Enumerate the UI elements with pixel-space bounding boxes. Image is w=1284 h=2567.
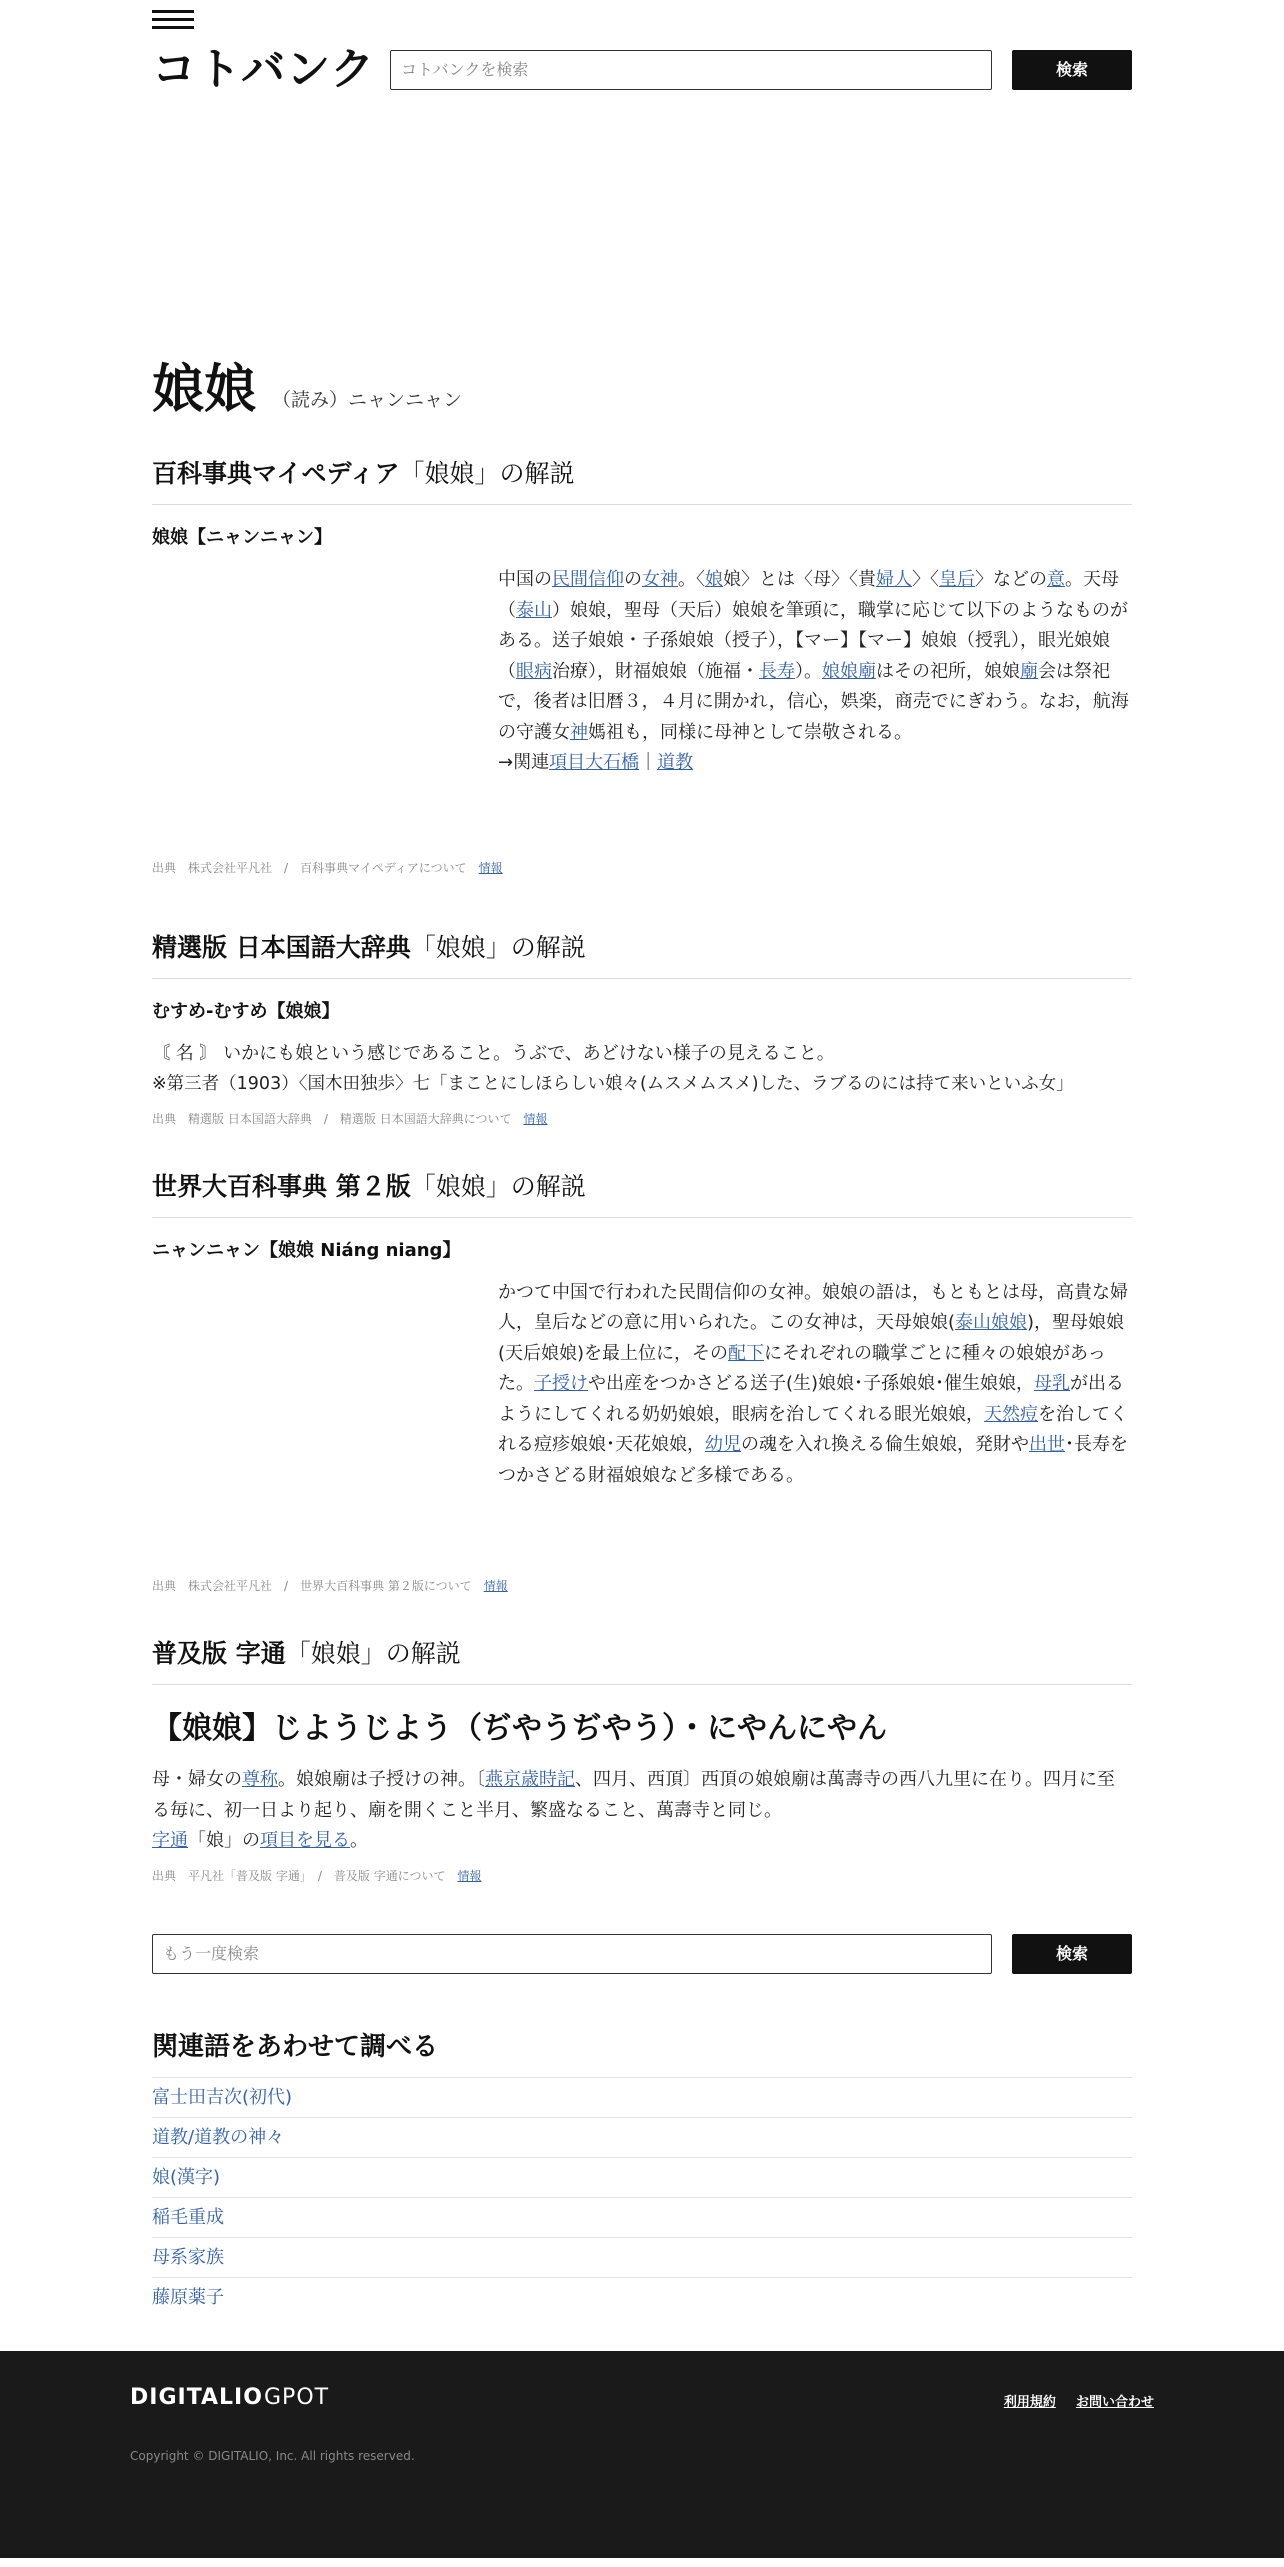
list-item (152, 2197, 1132, 2237)
section-sekai (152, 1167, 1132, 1595)
search-input[interactable]: コトバンクを検索 (390, 50, 992, 90)
source-info-link[interactable]: 情報 (457, 1868, 482, 1883)
site-logo[interactable]: コトバンク (152, 44, 376, 95)
related-link[interactable]: 娘(漢字) (152, 2166, 221, 2188)
entry-heading: 【娘娘】じようじよう（ぢやうぢやう）・にやんにやん (152, 1711, 887, 1746)
section-mypedia (152, 454, 1132, 876)
list-item (152, 2077, 1132, 2117)
source-line: 出典 平凡社「普及版 字通」 / 普及版 字通について 情報 (152, 1868, 482, 1883)
related-list (152, 2077, 1132, 2317)
bottom-search (152, 1934, 1132, 1974)
entry-heading: むすめ‐むすめ【娘娘】 (152, 1000, 340, 1022)
footer-links (988, 2391, 1154, 2410)
digitalio-logo[interactable]: DIGITALIO (130, 2384, 263, 2410)
contact-link[interactable]: お問い合わせ (1075, 2394, 1154, 2410)
section-heading: 普及版 字通「娘娘」の解説 (152, 1634, 1132, 1685)
related-link[interactable]: 富士田吉次(初代) (152, 2086, 293, 2108)
entry-body-line: 〘 名 〙 いかにも娘という感じであること。うぶで、あどけない様子の見えること。 (152, 1042, 835, 1064)
search-button[interactable]: 検索 (1012, 50, 1132, 90)
list-item (152, 2157, 1132, 2197)
entry-body: 中国の民間信仰の女神。〈娘娘〉とは〈母〉〈貴婦人〉〈皇后〉などの意。天母（泰山）娘娘，聖母（天后）娘娘を筆頭に，職掌に応じて以下のようなものがある。送子娘娘・子孫娘娘（授子），【マー】【マー】娘娘（授乳），眼光娘娘（眼病治療），財福娘娘（施福・長寿）。娘娘廟はその祀所，娘娘廟会は祭祀で，後者は旧暦３，４月に開かれ，信心，娯楽，商売でにぎわう。なお，航海の守護女神媽祖も，同様に母神として崇敬される。 →関連項目大石橋｜道教 (498, 569, 1129, 773)
site-footer (0, 2351, 1284, 2558)
menu-icon[interactable] (152, 10, 194, 30)
page-reading: （読み）ニャンニャン (272, 389, 463, 411)
section-jitsu (152, 1634, 1132, 1884)
entry-heading: ニャンニャン【娘娘 Niáng niang】 (152, 1239, 461, 1261)
source-info-link[interactable]: 情報 (523, 1111, 548, 1126)
search-button[interactable]: 検索 (1012, 1934, 1132, 1974)
search-input[interactable]: もう一度検索 (152, 1934, 992, 1974)
entry-heading: 娘娘【ニャンニャン】 (152, 527, 332, 548)
source-info-link[interactable]: 情報 (478, 860, 503, 875)
terms-link[interactable]: 利用規約 (1003, 2394, 1056, 2410)
source-line: 出典 精選版 日本国語大辞典 / 精選版 日本国語大辞典について 情報 (152, 1111, 548, 1126)
site-header (152, 0, 1132, 120)
source-info-link[interactable]: 情報 (483, 1579, 508, 1593)
entry-body: 母・婦女の尊称。娘娘廟は子授けの神。〔燕京歳時記、四月、西頂〕西頂の娘娘廟は萬壽寺の西八九里に在り。四月に至る毎に、初一日より起り、廟を開くこと半月、繁盛なること、萬壽寺と同じ。 字通「娘」の項目を見る。 (152, 1769, 1115, 1851)
source-line: 出典 株式会社平凡社 / 百科事典マイペディアについて 情報 (152, 860, 503, 875)
section-heading: 世界大百科事典 第２版「娘娘」の解説 (152, 1167, 1132, 1218)
section-heading: 精選版 日本国語大辞典「娘娘」の解説 (152, 928, 1132, 979)
section-nikkoku (152, 928, 1132, 1127)
page-title-row (152, 360, 1132, 420)
list-item (152, 2117, 1132, 2157)
page-title: 娘娘 (152, 360, 257, 420)
related-link[interactable]: 母系家族 (152, 2246, 224, 2268)
related-link[interactable]: 道教/道教の神々 (152, 2126, 285, 2148)
entry-body: かつて中国で行われた民間信仰の女神。娘娘の語は，もともとは母，高貴な婦人，皇后などの意に用いられた。この女神は，天母娘娘(泰山娘娘)，聖母娘娘(天后娘娘)を最上位に，その配下にそれぞれの職掌ごとに種々の娘娘があった。子授けや出産をつかさどる送子(生)娘娘･子孫娘娘･催生娘娘，母乳が出るようにしてくれる奶奶娘娘，眼病を治してくれる眼光娘娘，天然痘を治してくれる痘疹娘娘･天花娘娘，幼児の魂を入れ換える倫生娘娘，発財や出世･長寿をつかさどる財福娘娘など多様である。 (498, 1281, 1128, 1486)
related-link[interactable]: 稲毛重成 (152, 2206, 224, 2228)
list-item (152, 2237, 1132, 2277)
entry-body-line: ※第三者（1903）〈国木田独歩〉七「まことにしほらしい娘々(ムスメムスメ)した、ラブるのには持て来いといふ女」 (152, 1074, 1074, 1094)
copyright: Copyright © DIGITALIO, Inc. All rights reserved. (130, 2448, 415, 2463)
gpot-logo[interactable]: GPOT (264, 2384, 330, 2410)
related-link[interactable]: 藤原薬子 (152, 2286, 224, 2308)
list-item (152, 2277, 1132, 2317)
related-heading: 関連語をあわせて調べる (152, 2031, 439, 2062)
source-line: 出典 株式会社平凡社 / 世界大百科事典 第２版について 情報 (152, 1579, 508, 1593)
ad-space (152, 120, 1132, 360)
section-heading: 百科事典マイペディア「娘娘」の解説 (152, 454, 1132, 505)
